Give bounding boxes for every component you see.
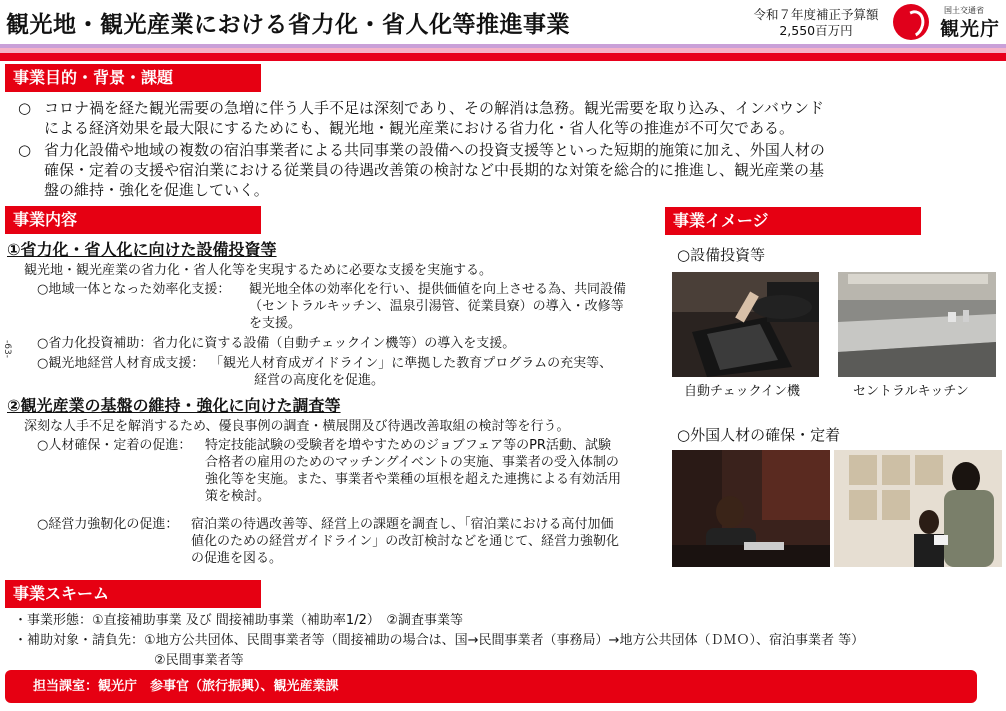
- section-1-title: ①省力化・省人化に向けた設備投資等: [7, 240, 277, 259]
- research-item-management-text: [191, 516, 619, 567]
- hotel-reception-photo: [672, 450, 830, 567]
- page-title: 観光地・観光産業における省力化・省人化等推進事業: [6, 12, 570, 38]
- agency-logo-icon: [893, 4, 929, 40]
- text-line: 省力化に資する設備（自動チェックイン機等）の導入を支援。: [152, 336, 516, 351]
- side-page-number: -63-: [2, 340, 12, 358]
- section-1-intro: 観光地・観光産業の省力化・省人化等を実現するために必要な支援を実施する。: [24, 263, 493, 278]
- support-item-label: ○地域一体となった効率化支援：: [37, 282, 231, 297]
- support-item-regional-text: [249, 281, 626, 332]
- support-item-hr-text: [210, 355, 612, 389]
- text-line: 特定技能試験の受験者を増やすためのジョブフェア等のPR活動、試験: [205, 438, 611, 453]
- bullet-text-line: 盤の維持・強化を促進していく。: [44, 181, 269, 199]
- image-group-foreign-talent: ○外国人材の確保・定着: [677, 426, 841, 444]
- budget-amount: 2,550百万円: [779, 23, 853, 38]
- section-2-intro: 深刻な人手不足を解消するため、優良事例の調査・横展開及び待遇改善取組の検討等を行う。: [24, 419, 570, 434]
- header-stripe-red: [0, 53, 1006, 61]
- budget-label: 令和７年度補正予算額: [753, 7, 879, 22]
- scheme-target: ・補助対象・請負先：①地方公共団体、民間事業者等（間接補助の場合は、国→民間事業者（事務局）→地方公共団体（ＤＭＯ）、宿泊事業者 等）: [14, 633, 865, 648]
- purpose-bullet-2: [18, 140, 1003, 200]
- checkin-kiosk-photo: [672, 272, 819, 377]
- research-item-talent-text: [205, 437, 621, 505]
- support-item-regional: [37, 281, 230, 298]
- photo-caption-checkin: 自動チェックイン機: [684, 384, 800, 399]
- text-line: の促進を図る。: [191, 551, 283, 566]
- image-panel-heading: 事業イメージ: [665, 207, 921, 235]
- central-kitchen-photo: [838, 272, 996, 377]
- budget-info: [736, 7, 896, 39]
- content-heading: 事業内容: [5, 206, 261, 234]
- image-group-equipment: ○設備投資等: [677, 246, 766, 264]
- research-item-label: ○人材確保・定着の促進：: [37, 438, 192, 453]
- text-line: 強化等を実施。また、事業者や業種の垣根を超えた連携による有効活用: [205, 472, 622, 487]
- text-line: （セントラルキッチン、温泉引湯管、従業員寮）の導入・改修等: [249, 299, 624, 314]
- scheme-heading: 事業スキーム: [5, 580, 261, 608]
- photo-caption-kitchen: セントラルキッチン: [853, 384, 969, 399]
- research-item-label: ○経営力強靭化の促進：: [37, 517, 179, 532]
- staff-interaction-photo: [834, 450, 1002, 567]
- support-item-label: ○観光地経営人材育成支援：: [37, 356, 205, 371]
- support-item-hr: [37, 355, 204, 372]
- bullet-text-line: 確保・定着の支援や宿泊業における従業員の待遇改善策の検討など中長期的な対策を総合的に推進し、観光産業の基: [44, 161, 825, 179]
- purpose-bullet-1: [18, 98, 1003, 138]
- bullet-mark: ○: [18, 141, 32, 159]
- agency-name: 観光庁: [940, 18, 1001, 40]
- purpose-heading: 事業目的・背景・課題: [5, 64, 261, 92]
- text-line: 値化のための経営ガイドライン」の改訂検討などを通じて、経営力強靭化: [191, 534, 619, 549]
- scheme-target-2: ②民間事業者等: [154, 653, 244, 668]
- research-item-talent: [37, 437, 191, 454]
- support-item-label: ○省力化投資補助：: [37, 336, 153, 351]
- support-item-investment: [37, 335, 515, 352]
- text-line: 策を検討。: [205, 489, 271, 504]
- text-line: 「観光人材育成ガイドライン」に準拠した教育プログラムの充実等、: [210, 356, 613, 371]
- section-2-title: ②観光産業の基盤の維持・強化に向けた調査等: [7, 396, 341, 415]
- text-line: 宿泊業の待遇改善等、経営上の課題を調査し、「宿泊業における高付加価: [191, 517, 614, 532]
- research-item-management: [37, 516, 178, 533]
- bullet-text-line: 省力化設備や地域の複数の宿泊事業者による共同事業の設備への投資支援等といった短期的施策に加え、外国人材の: [44, 141, 825, 159]
- text-line: 観光地全体の効率化を行い、提供価値を向上させる為、共同設備: [249, 282, 627, 297]
- text-line: 合格者の雇用のためのマッチングイベントの実施、事業者の受入体制の: [205, 455, 619, 470]
- text-line: を支援。: [249, 316, 302, 331]
- bullet-text-line: による経済効果を最大限にするためにも、観光地・観光産業における省力化・省人化等の推進が不可欠である。: [44, 119, 795, 137]
- bullet-mark: ○: [18, 99, 32, 117]
- scheme-type: ・事業形態：①直接補助事業 及び 間接補助事業（補助率1/2） ②調査事業等: [14, 613, 463, 628]
- ministry-name: 国土交通省: [944, 6, 984, 15]
- text-line: 経営の高度化を促進。: [254, 373, 385, 388]
- responsible-office-footer: 担当課室：観光庁 参事官（旅行振興）、観光産業課: [5, 670, 977, 703]
- bullet-text-line: コロナ禍を経た観光需要の急増に伴う人手不足は深刻であり、その解消は急務。観光需要を取り込み、インバウンド: [44, 99, 824, 117]
